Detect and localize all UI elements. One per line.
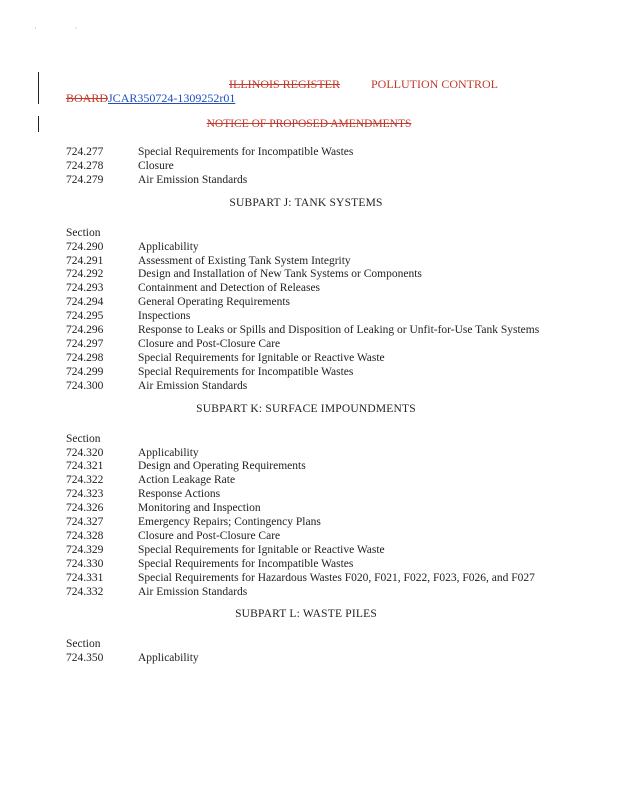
toc-entry [66, 366, 546, 380]
section-title: Air Emission Standards [138, 585, 248, 598]
section-title: General Operating Requirements [138, 296, 290, 309]
section-title: Closure and Post-Closure Care [138, 529, 281, 542]
section-title: Emergency Repairs; Contingency Plans [138, 516, 321, 529]
section-number: 724.350 [66, 652, 104, 665]
toc-entry [66, 530, 546, 544]
subpart-heading: SUBPART L: WASTE PILES [235, 608, 377, 621]
section-column-label: Section [66, 432, 101, 445]
section-title: Closure and Post-Closure Care [138, 337, 281, 350]
toc-entry [66, 544, 546, 558]
toc-entry [66, 310, 546, 324]
toc-entry [66, 586, 546, 600]
section-number: 724.294 [66, 296, 104, 309]
section-title: Special Requirements for Ignitable or Reactive Waste [138, 351, 385, 364]
section-title: Monitoring and Inspection [138, 502, 261, 515]
section-title: Applicability [138, 240, 199, 253]
section-title: Air Emission Standards [138, 379, 248, 392]
toc-entry [66, 474, 546, 488]
section-title: Action Leakage Rate [138, 474, 236, 487]
section-column-label: Section [66, 638, 101, 651]
section-number: 724.299 [66, 365, 104, 378]
section-number: 724.290 [66, 240, 104, 253]
section-number: 724.300 [66, 379, 104, 392]
section-title: Applicability [138, 446, 199, 459]
section-number: 724.322 [66, 474, 104, 487]
toc-entry [66, 268, 546, 282]
section-number: 724.292 [66, 268, 104, 281]
toc-entry [66, 447, 546, 461]
section-title: Closure [138, 159, 174, 172]
toc-entry [66, 146, 546, 160]
section-title: Special Requirements for Incompatible Wastes [138, 365, 354, 378]
toc-entry [66, 174, 546, 188]
section-title: Design and Installation of New Tank Systems or Components [138, 268, 422, 281]
toc-entry [66, 488, 546, 502]
toc-entry [66, 380, 546, 394]
scan-specks: · · [34, 24, 96, 33]
toc-entry [66, 516, 546, 530]
section-number: 724.293 [66, 282, 104, 295]
section-number: 724.278 [66, 159, 104, 172]
section-number: 724.297 [66, 337, 104, 350]
toc-entry [66, 502, 546, 516]
notice-title: NOTICE OF PROPOSED AMENDMENTS [206, 118, 412, 130]
section-number: 724.321 [66, 460, 104, 473]
header-board: BOARD [66, 91, 109, 105]
toc [66, 146, 546, 666]
section-number: 724.329 [66, 543, 104, 556]
toc-entry [66, 296, 546, 310]
toc-entry [66, 460, 546, 474]
change-bar [38, 72, 39, 104]
section-title: Assessment of Existing Tank System Integrity [138, 254, 351, 267]
toc-entry [66, 338, 546, 352]
section-title: Response to Leaks or Spills and Disposition of Leaking or Unfit-for-Use Tank Systems [138, 324, 540, 337]
section-number: 724.323 [66, 488, 104, 501]
section-title: Applicability [138, 652, 199, 665]
section-title: Containment and Detection of Releases [138, 282, 321, 295]
header-agency: POLLUTION CONTROL [371, 77, 498, 91]
section-title: Inspections [138, 310, 191, 323]
section-number: 724.295 [66, 310, 104, 323]
header-board-line [66, 91, 235, 105]
toc-entry [66, 572, 546, 586]
section-title: Response Actions [138, 488, 221, 501]
section-title: Special Requirements for Incompatible Wastes [138, 146, 354, 158]
toc-entry [66, 352, 546, 366]
section-title: Special Requirements for Ignitable or Reactive Waste [138, 543, 385, 556]
header-register: ILLINOIS REGISTER [229, 77, 340, 91]
subpart-heading: SUBPART K: SURFACE IMPOUNDMENTS [196, 402, 416, 415]
toc-entry [66, 324, 546, 338]
section-number: 724.331 [66, 571, 104, 584]
toc-entry [66, 282, 546, 296]
section-number: 724.277 [66, 146, 104, 158]
section-number: 724.330 [66, 557, 104, 570]
section-number: 724.298 [66, 351, 104, 364]
section-title: Special Requirements for Hazardous Wastes F020, F021, F022, F023, F026, and F027 [138, 571, 535, 584]
section-title: Special Requirements for Incompatible Wastes [138, 557, 354, 570]
toc-entry [66, 160, 546, 174]
header-jcar: JCAR350724-1309252r01 [108, 91, 236, 105]
subpart-heading: SUBPART J: TANK SYSTEMS [229, 196, 383, 209]
toc-list [66, 146, 546, 666]
toc-entry [66, 241, 546, 255]
section-number: 724.328 [66, 529, 104, 542]
section-number: 724.332 [66, 585, 104, 598]
section-number: 724.296 [66, 324, 104, 337]
section-column-label: Section [66, 226, 101, 239]
section-number: 724.291 [66, 254, 104, 267]
section-number: 724.326 [66, 502, 104, 515]
toc-entry [66, 558, 546, 572]
section-number: 724.327 [66, 516, 104, 529]
section-number: 724.320 [66, 446, 104, 459]
toc-entry [66, 255, 546, 269]
toc-entry [66, 652, 546, 666]
section-number: 724.279 [66, 173, 104, 186]
section-title: Air Emission Standards [138, 173, 248, 186]
section-title: Design and Operating Requirements [138, 460, 306, 473]
